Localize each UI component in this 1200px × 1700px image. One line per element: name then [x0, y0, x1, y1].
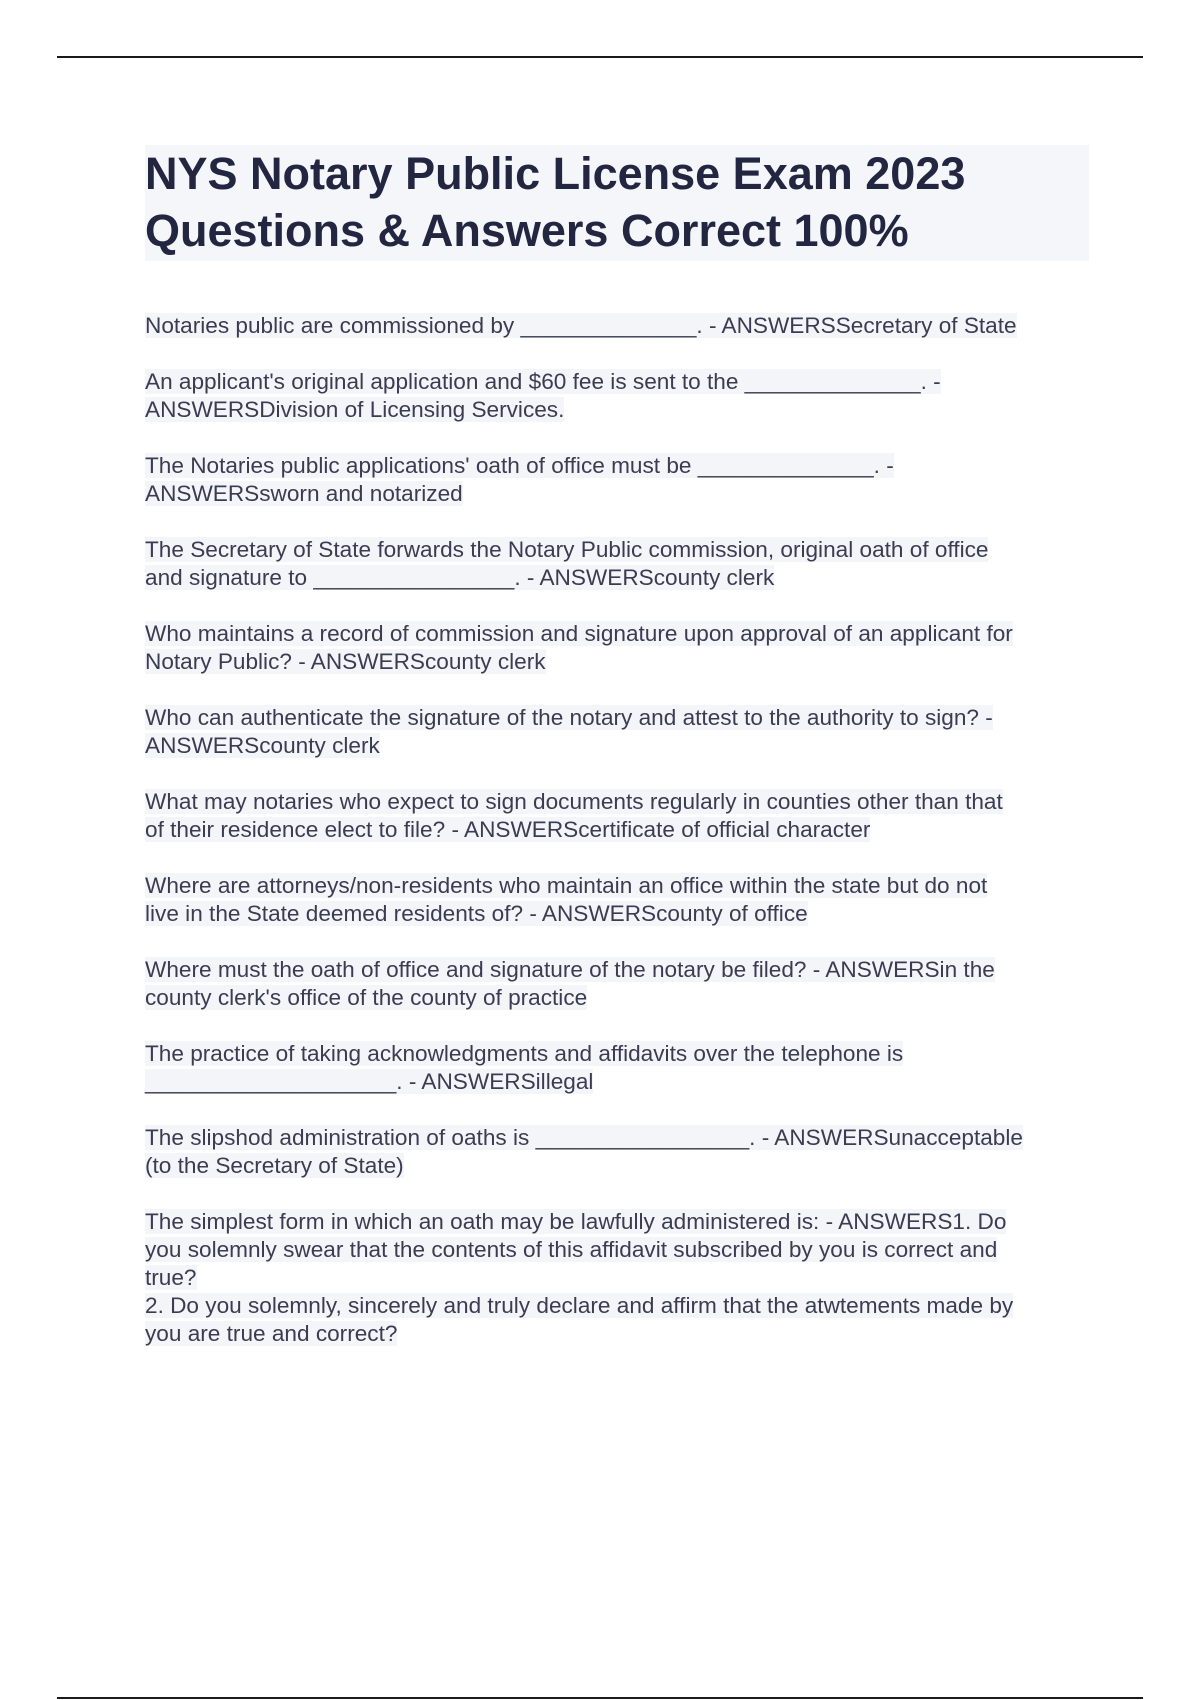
- qa-item: Where are attorneys/non-residents who maintain an office within the state but do not live in the State deemed residents of? - ANSWERScounty of office: [145, 873, 988, 926]
- qa-item: Who maintains a record of commission and signature upon approval of an applicant for Notary Public? - ANSWERScounty clerk: [145, 621, 1013, 674]
- qa-item: Where must the oath of office and signature of the notary be filed? - ANSWERSin the county clerk's office of the county of practice: [145, 957, 995, 1010]
- title-line-2: Questions & Answers Correct 100%: [145, 205, 909, 256]
- title-line-1: NYS Notary Public License Exam 2023: [145, 148, 966, 199]
- bottom-divider: [57, 1697, 1143, 1699]
- qa-item: The practice of taking acknowledgments and affidavits over the telephone is ____________________. - ANSWERSillegal: [145, 1041, 904, 1094]
- qa-item: An applicant's original application and $60 fee is sent to the ______________. - ANSWERSDivision of Licensing Services.: [145, 369, 941, 422]
- qa-item: Notaries public are commissioned by ______________. - ANSWERSSecretary of State: [145, 313, 1017, 338]
- qa-item: The slipshod administration of oaths is _________________. - ANSWERSunacceptable (to the Secretary of State): [145, 1125, 1023, 1178]
- qa-item: The Notaries public applications' oath of office must be ______________. - ANSWERSsworn and notarized: [145, 453, 894, 506]
- document-title: [145, 145, 1089, 261]
- qa-item: Who can authenticate the signature of the notary and attest to the authority to sign? - ANSWERScounty clerk: [145, 705, 993, 758]
- top-divider: [57, 56, 1143, 58]
- title-block: [145, 145, 1089, 261]
- qa-item: The Secretary of State forwards the Notary Public commission, original oath of office and signature to ________________. - ANSWERScounty clerk: [145, 537, 989, 590]
- qa-item: What may notaries who expect to sign documents regularly in counties other than that of their residence elect to file? - ANSWERScertificate of official character: [145, 789, 1003, 842]
- qa-list: [145, 312, 1095, 1376]
- qa-item: The simplest form in which an oath may be lawfully administered is: - ANSWERS1. Do you solemnly swear that the contents of this affidavit subscribed by you is correct and true? 2. Do you solemnly, sincerely and truly declare and affirm that the atwtements made by you are true and correct?: [145, 1209, 1014, 1346]
